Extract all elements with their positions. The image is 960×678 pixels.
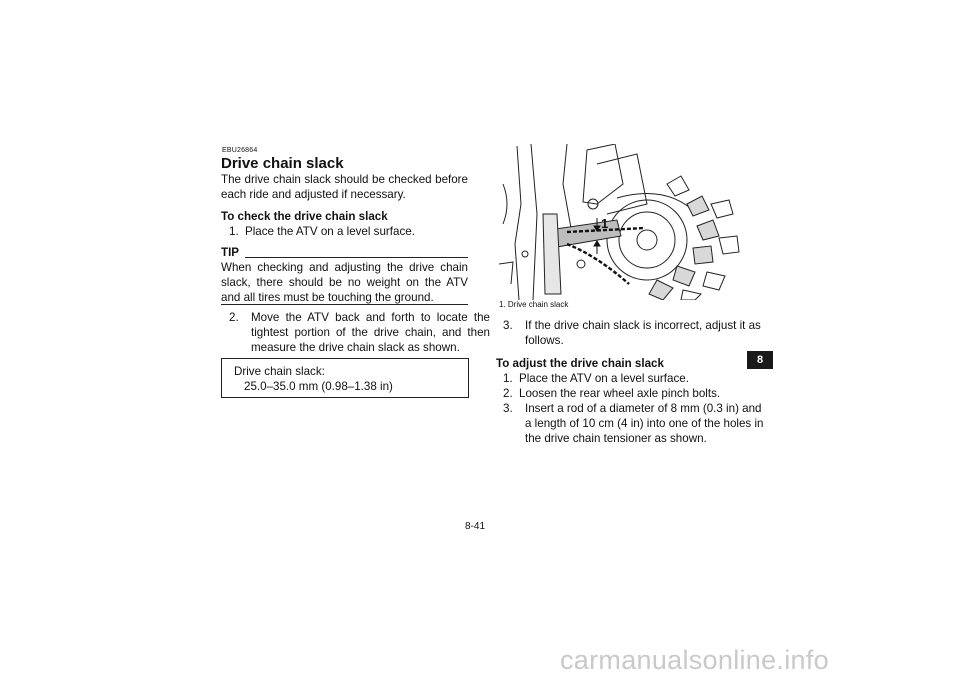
check-step-2 (229, 310, 490, 355)
check-heading: To check the drive chain slack (221, 210, 388, 223)
tip-bottom-rule (221, 304, 468, 305)
adjust-step-1-text: Place the ATV on a level surface. (519, 372, 689, 385)
check-step-1 (229, 224, 415, 239)
adjust-step-1-number: 1. (503, 372, 513, 385)
adjust-step-3-text: Insert a rod of a diameter of 8 mm (0.3 in) and a length of 10 cm (4 in) into one of the holes in the drive chain tensioner as shown. (525, 402, 764, 445)
section-title: Drive chain slack (221, 155, 344, 172)
section-code: EBU26864 (222, 147, 258, 154)
check-step-1-text: Place the ATV on a level surface. (245, 225, 415, 238)
spec-label: Drive chain slack: (234, 365, 325, 378)
page-number: 8-41 (465, 521, 486, 532)
figure-caption: 1. Drive chain slack (499, 300, 569, 309)
step-3-text: If the drive chain slack is incorrect, adjust it as follows. (525, 319, 761, 347)
check-step-2-number: 2. (229, 311, 239, 324)
step-3-number: 3. (503, 319, 513, 332)
chapter-tab: 8 (747, 351, 773, 369)
adjust-step-2 (503, 386, 720, 401)
tip-top-rule (245, 257, 468, 258)
figure-callout: 1 (601, 216, 609, 231)
step-3 (503, 318, 768, 348)
adjust-step-1 (503, 371, 689, 386)
adjust-step-2-number: 2. (503, 387, 513, 400)
drive-chain-illustration (497, 144, 740, 300)
adjust-step-3 (503, 401, 768, 446)
adjust-step-2-text: Loosen the rear wheel axle pinch bolts. (519, 387, 721, 400)
tip-text: When checking and adjusting the drive chain slack, there should be no weight on the ATV and all tires must be touching the ground. (221, 261, 468, 304)
adjust-step-3-number: 3. (503, 402, 513, 415)
tip-label: TIP (221, 246, 240, 259)
check-step-2-text: Move the ATV back and forth to locate the tightest portion of the drive chain, and then measure the drive chain slack as shown. (251, 311, 490, 354)
adjust-heading: To adjust the drive chain slack (496, 357, 664, 370)
watermark: carmanualsonline.info (560, 645, 829, 675)
intro-paragraph: The drive chain slack should be checked before each ride and adjusted if necessary. (221, 173, 468, 201)
drive-chain-drawing (497, 144, 740, 300)
check-step-1-number: 1. (229, 225, 239, 238)
spec-value: 25.0–35.0 mm (0.98–1.38 in) (244, 380, 393, 393)
spec-box (221, 358, 469, 398)
